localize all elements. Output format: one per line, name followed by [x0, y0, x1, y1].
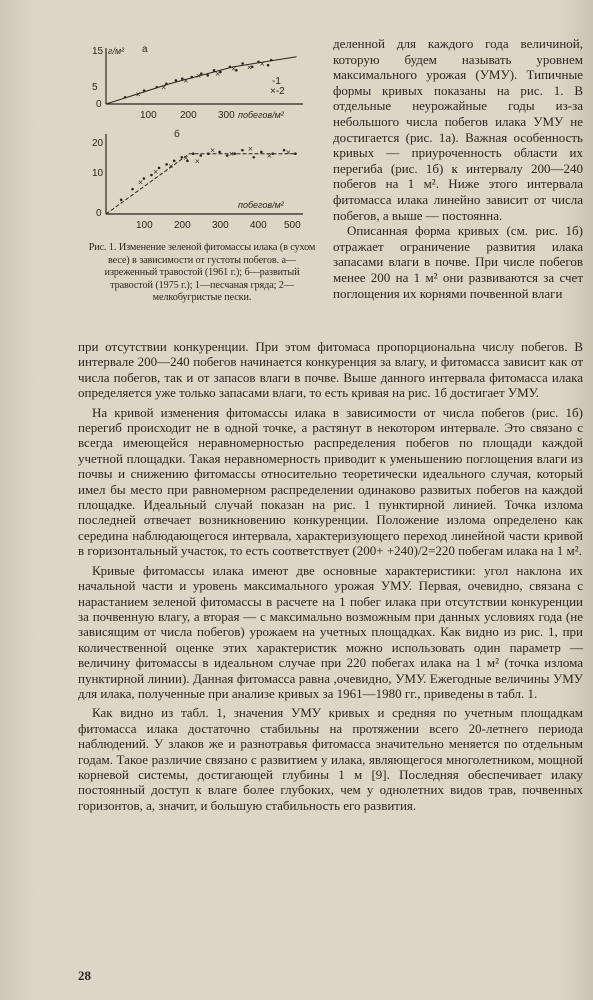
panel-b-ytick-20: 20 [92, 138, 104, 149]
scatter-point-series-1 [175, 79, 178, 82]
panel-b-label: б [174, 129, 180, 140]
panel-b-xlabel: побегов/м² [238, 200, 284, 210]
scatter-point-series-2: × [137, 178, 144, 187]
scatter-point-series-2: × [266, 152, 273, 160]
scatter-point-series-1 [241, 149, 244, 152]
panel-a-xtick-300: 300 [218, 110, 235, 121]
panel-a-marks [106, 57, 297, 104]
panel-b-xtick-300: 300 [212, 220, 229, 231]
scatter-point-series-2: × [135, 90, 142, 99]
scatter-point-series-1 [190, 76, 193, 79]
scatter-point-series-1 [131, 188, 134, 191]
scatter-point-series-2: × [228, 150, 235, 159]
scatter-point-series-2: × [183, 153, 189, 162]
panel-a-ytick-15: 15 [92, 46, 104, 57]
scatter-point-series-2: × [247, 144, 254, 153]
panel-a-yunit: г/м² [108, 46, 125, 56]
panel-b-ytick-10: 10 [92, 168, 104, 179]
scatter-point-series-2: × [160, 83, 167, 92]
scatter-point-series-2: × [152, 167, 159, 176]
scatter-point-series-2: × [214, 70, 221, 79]
scatter-point-series-1 [260, 151, 263, 154]
paragraph: Кривые фитомассы илака имеют две основные характеристики: угол наклона их начальной части и уровень максимального урожая УМУ. Первая, очевидно, связана с нарастанием зеленой фитомассы в расчете на 1 побег илака при отсутствии конкуренции за почвенную влагу, а вторая — с максимально возможным при данных условиях года (не зависящим от числа побегов) урожаем на учетных площадках. Как видно из рис. 1, при количественной оценке этих характеристик можно использовать один параметр — величину фитомассы в идеальном случае при 220 побегах илака на 1 м² (точка излома пунктирной линии). Данная фитомасса равна ,очевидно, УМУ. Ежегодные величины УМУ для илака, полученные при анализе кривых за 1961—1980 гг., приведены в табл. 1. [78, 562, 583, 701]
panel-b-xtick-500: 500 [284, 220, 301, 231]
paragraph: при отсутствии конкуренции. При этом фитомаса пропорциональна числу побегов. В интервале 200—240 побегов начинается конкуренция за влагу, и фитомасса зависит как от числа побегов, так и от запасов влаги в почве. Выше данного интервала фитомасса илака определяется уже только запасами влаги, то есть кривая на рис. 1б достигает УМУ. [78, 339, 583, 401]
paragraph: На кривой изменения фитомассы илака в зависимости от числа побегов (рис. 1б) перегиб происходит не в одной точке, а растянут в некотором интервале. Это связано с всегда имеющейся неравномерностью распределения побегов по площади каждой учетной площадки. Такая неравномерность приводит к уменьшению поглощения влаги из почвы и снижению фитомассы относительно теоретически идеального случая, который имел бы место при равномерном распределении одинаково развитых побегов на каждой площадке. Идеальный случай показан на рис. 1 пунктирной линией. Точка излома последней отвечает возникновению конкуренции. Положение излома определено как середина наблюдающегося интервала, характеризующего переход линейной части кривой в горизонтальный участок, то есть соответствует (200+ +240)/2=220 побегам илака на 1 м². [78, 404, 583, 559]
paragraph: деленной для каждого года величиной, которую будем называть уровнем максимального урожая (УМУ). Типичные формы кривых показаны на рис. 1. В отдельные неурожайные годы из-за небольшого числа побегов илака УМУ не достигается (рис. 1а). Важная особенность кривых — приуроченность области их перегиба (рис. 1б) к интервалу 200—240 побегов на 1 м². Ниже этого интервала фитомасса илака линейно зависит от числа побегов, а выше — постоянна. [333, 36, 583, 223]
right-column-text [333, 36, 583, 301]
scatter-point-series-2: × [259, 60, 266, 68]
scatter-point-series-1 [241, 62, 244, 65]
scatter-point-series-1 [218, 151, 221, 154]
scatter-point-series-1 [143, 89, 146, 92]
scatter-point-series-1 [192, 152, 195, 155]
scatter-point-series-1 [294, 152, 297, 155]
scatter-point-series-2: × [209, 146, 216, 155]
figure-caption: Рис. 1. Изменение зеленой фитомассы илака (в сухом весе) в зависимости от густоты побегов. а—изреженный травостой (1961 г.); б—развитый травостой (1975 г.); 1—песчаная гряда; 2—мелкобугристые пески. [88, 242, 316, 304]
figure-1-plots [78, 36, 318, 246]
scatter-point-series-1 [267, 64, 270, 67]
panel-b-xtick-400: 400 [250, 220, 267, 231]
panel-b-xtick-100: 100 [136, 220, 153, 231]
scatter-point-series-2: × [230, 65, 237, 74]
scatter-point-series-2: × [194, 157, 201, 166]
panel-a-xtick-100: 100 [140, 110, 157, 121]
scatter-point-series-2: × [167, 162, 174, 171]
panel-a-label: а [142, 44, 148, 55]
paragraph: Как видно из табл. 1, значения УМУ кривых и средняя по учетным площадкам фитомасса илака достаточно стабильны на протяжении всего 20-летнего периода наблюдений. У злаков же и разнотравья фитомасса значительно меняется по отдельным годам. Такое различие связано с развитием у илака, являющегося многолетником, мощной корневой системы, достигающей глубины 1 м [9]. Последняя обеспечивает илаку постоянный доступ к влаге более глубоких, чем у однолетних видов трав, почвенных горизонтов, а, значит, и большую стабильность его развития. [78, 705, 583, 813]
scatter-point-series-2: × [195, 71, 202, 80]
scatter-point-series-1 [252, 156, 255, 159]
page-number: 28 [78, 968, 91, 983]
panel-a-ytick-0: 0 [96, 99, 102, 110]
scatter-point-series-1 [206, 74, 209, 77]
scatter-point-series-1 [270, 59, 273, 62]
panel-a-xlabel: побегов/м² [238, 110, 284, 120]
scatter-point-series-1 [120, 199, 123, 202]
panel-b-xtick-200: 200 [174, 220, 191, 231]
main-text [78, 339, 583, 817]
panel-a-xtick-200: 200 [180, 110, 197, 121]
panel-a-ytick-5: 5 [92, 82, 98, 93]
panel-a-legend-2: ×-2 [270, 86, 285, 97]
scatter-point-series-2: × [285, 148, 292, 157]
scatter-point-series-2: × [246, 63, 253, 72]
scatter-point-series-1 [124, 96, 127, 99]
paragraph: Описанная форма кривых (см. рис. 1б) отражает ограничение развития илака запасами влаги в почве. При числе побегов менее 200 на 1 м² они развиваются за счет поглощения их корнями почвенной влаги [333, 223, 583, 301]
panel-b-ytick-0: 0 [96, 208, 102, 219]
panel-a-legend-1: -1 [272, 76, 281, 87]
scatter-point-series-2: × [182, 76, 189, 85]
scatter-point-series-1 [156, 86, 159, 89]
